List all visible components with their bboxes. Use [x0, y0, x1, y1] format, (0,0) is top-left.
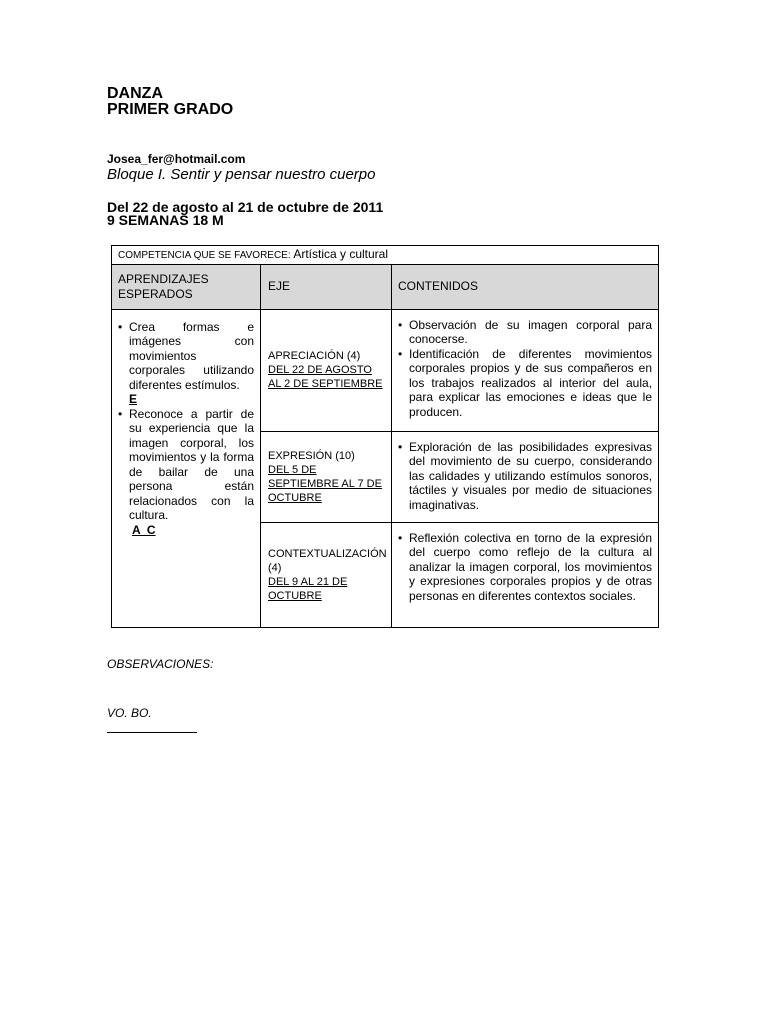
competencia-label: COMPETENCIA QUE SE FAVORECE:: [118, 250, 291, 261]
eje-name: APRECIACIÓN (4): [268, 350, 361, 362]
aprendizaje-item: [118, 407, 254, 538]
contenido-item: • Observación de su imagen corporal para conocerse.: [398, 318, 652, 347]
header-aprendizajes: APRENDIZAJES ESPERADOS: [112, 264, 261, 309]
competencia-cell: [112, 246, 659, 265]
author-email: Josea_fer@hotmail.com: [107, 152, 246, 166]
eje-dates: DEL 5 DE SEPTIEMBRE AL 7 DE OCTUBRE: [268, 463, 382, 504]
contenido-item: • Reflexión colectiva en torno de la expresión del cuerpo como reflejo de la cultura al analizar la imagen corporal, los movimientos y expresiones corporales propios y de otras personas en diferentes contextos sociales.: [398, 531, 652, 604]
aprendizaje-mark: E: [129, 392, 138, 406]
aprendizaje-text: Crea formas e imágenes con movimientos corporales utilizando diferentes estímulos.: [129, 319, 254, 392]
competencia-value: Artística y cultural: [293, 247, 389, 261]
weeks-duration: 9 SEMANAS 18 M: [107, 212, 224, 228]
eje-name: EXPRESIÓN (10): [268, 449, 355, 462]
document-subtitle: PRIMER GRADO: [107, 101, 234, 118]
contenidos-cell: [392, 522, 659, 627]
contenidos-cell: [392, 309, 659, 431]
contenido-item: • Identificación de diferentes movimientos corporales propios y de sus compañeros en los trabajos realizados al interior del aula, para explicar las emociones e ideas que le producen.: [398, 347, 652, 420]
eje-name: CONTEXTUALIZACIÓN (4): [268, 547, 387, 574]
table-header-row: [112, 264, 659, 309]
eje-dates: DEL 9 AL 21 DE OCTUBRE: [268, 575, 348, 602]
header-contenidos: CONTENIDOS: [392, 264, 659, 309]
table-row: [112, 309, 659, 431]
observaciones-label: OBSERVACIONES:: [107, 657, 214, 671]
eje-cell: [261, 431, 392, 522]
eje-cell: [261, 522, 392, 627]
date-range: Del 22 de agosto al 21 de octubre de 2011: [107, 199, 384, 215]
planning-table: [111, 245, 659, 628]
aprendizaje-item: [118, 320, 254, 407]
bloque-title: Bloque I. Sentir y pensar nuestro cuerpo: [107, 166, 376, 183]
competencia-row: [112, 246, 659, 265]
eje-cell: [261, 309, 392, 431]
signature-line: [107, 732, 197, 733]
eje-dates: DEL 22 DE AGOSTO AL 2 DE SEPTIEMBRE: [268, 364, 383, 390]
document-title: DANZA: [107, 85, 163, 102]
aprendizaje-mark: A C: [132, 522, 156, 537]
contenido-item: • Exploración de las posibilidades expresivas del movimiento de su cuerpo, considerando las calidades y utilizando estímulos sonoros, táctiles y visuales por medio de situaciones imaginativas.: [398, 440, 652, 513]
vobo-label: VO. BO.: [107, 706, 152, 720]
header-eje: EJE: [261, 264, 392, 309]
contenidos-cell: [392, 431, 659, 522]
aprendizajes-cell: [112, 309, 261, 627]
aprendizaje-text: Reconoce a partir de su experiencia que la imagen corporal, los movimientos y la forma de bailar de una persona están relacionados con la cultura.: [129, 406, 254, 522]
